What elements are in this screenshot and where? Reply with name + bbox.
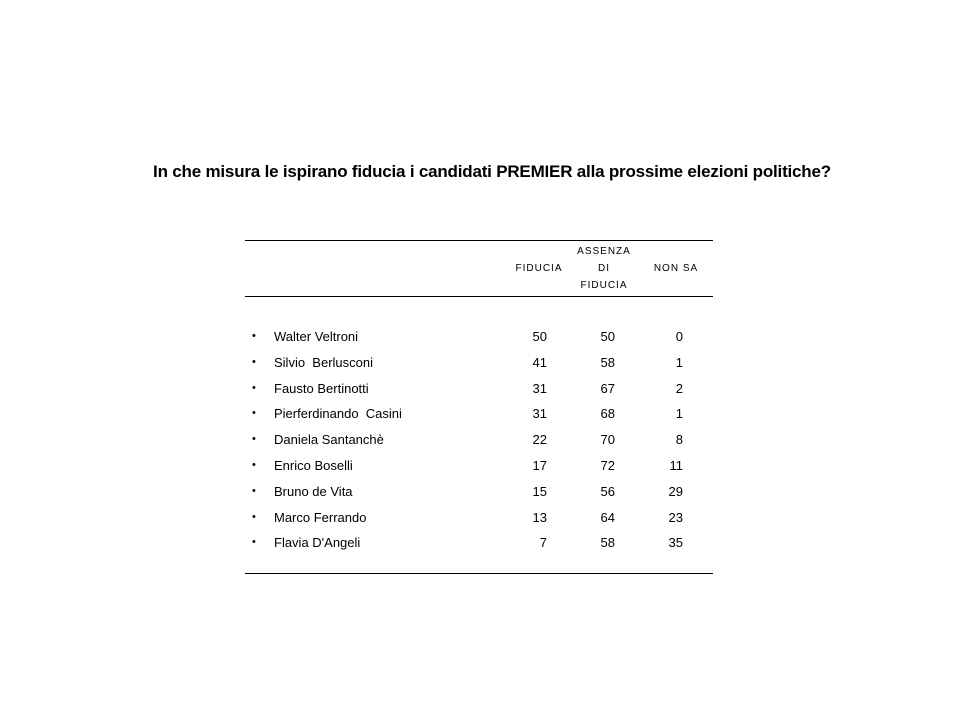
bullet-icon: • [252,330,256,342]
table-row [245,324,713,350]
value-fiducia: 31 [532,380,547,396]
table-row [245,401,713,427]
table-row [245,376,713,402]
value-fiducia: 13 [532,509,547,525]
value-fiducia: 15 [532,483,547,499]
column-header-non-sa: NON SA [653,263,699,274]
page-title: In che misura le ispirano fiducia i candidati PREMIER alla prossime elezioni politiche? [153,162,831,181]
table-row [245,530,713,556]
table-row [245,505,713,531]
value-assenza-di-fiducia: 64 [600,509,615,525]
value-non-sa: 23 [668,509,683,525]
table-row [245,453,713,479]
candidate-name: Walter Veltroni [274,329,359,344]
bullet-icon: • [252,458,256,471]
value-non-sa: 1 [675,354,683,370]
value-assenza-di-fiducia: 68 [600,406,615,422]
bullet-icon: • [252,510,256,523]
value-assenza-di-fiducia: 58 [600,535,615,551]
table-bottom-rule [245,573,713,574]
table-body [245,324,713,556]
value-assenza-di-fiducia: 56 [600,483,615,499]
table-top-rule [245,240,713,241]
value-non-sa: 29 [668,483,683,499]
table-header-rule [245,296,713,297]
bullet-icon: • [252,536,256,549]
candidate-name: Enrico Boselli [274,457,353,473]
bullet-icon: • [252,381,256,394]
column-header-assenza-line-3: FIDUCIA [580,280,628,291]
value-fiducia: 41 [532,354,547,370]
candidate-name: Silvio Berlusconi [274,354,373,370]
bullet-icon: • [252,484,256,497]
table-row [245,427,713,453]
value-assenza-di-fiducia: 67 [600,380,615,396]
value-non-sa: 2 [675,380,683,396]
survey-table [245,240,713,574]
value-fiducia: 17 [532,457,547,473]
value-non-sa: 8 [675,432,683,448]
table-row [245,479,713,505]
value-assenza-di-fiducia: 72 [600,457,615,473]
bullet-icon: • [252,355,256,368]
value-fiducia: 7 [539,535,547,551]
value-assenza-di-fiducia: 58 [600,354,615,370]
value-assenza-di-fiducia: 70 [600,432,615,448]
bullet-icon: • [252,407,256,420]
column-header-assenza-line-2: DI [598,263,610,274]
column-header-assenza-line-1: ASSENZA [577,246,631,257]
table-row [245,350,713,376]
bullet-icon: • [252,433,256,446]
candidate-name: Bruno de Vita [274,483,353,499]
value-fiducia: 50 [532,329,547,344]
value-non-sa: 11 [669,457,683,473]
value-assenza-di-fiducia: 50 [600,329,615,344]
candidate-name: Daniela Santanchè [274,432,384,448]
candidate-name: Marco Ferrando [274,509,367,525]
value-non-sa: 1 [675,406,683,422]
column-header-assenza-di-fiducia [571,243,637,294]
value-fiducia: 22 [532,432,547,448]
value-non-sa: 35 [668,535,683,551]
candidate-name: Flavia D'Angeli [274,535,361,551]
value-fiducia: 31 [532,406,547,422]
column-header-fiducia: FIDUCIA [515,263,563,274]
candidate-name: Fausto Bertinotti [274,380,369,396]
candidate-name: Pierferdinando Casini [274,406,402,422]
value-non-sa: 0 [675,329,683,344]
